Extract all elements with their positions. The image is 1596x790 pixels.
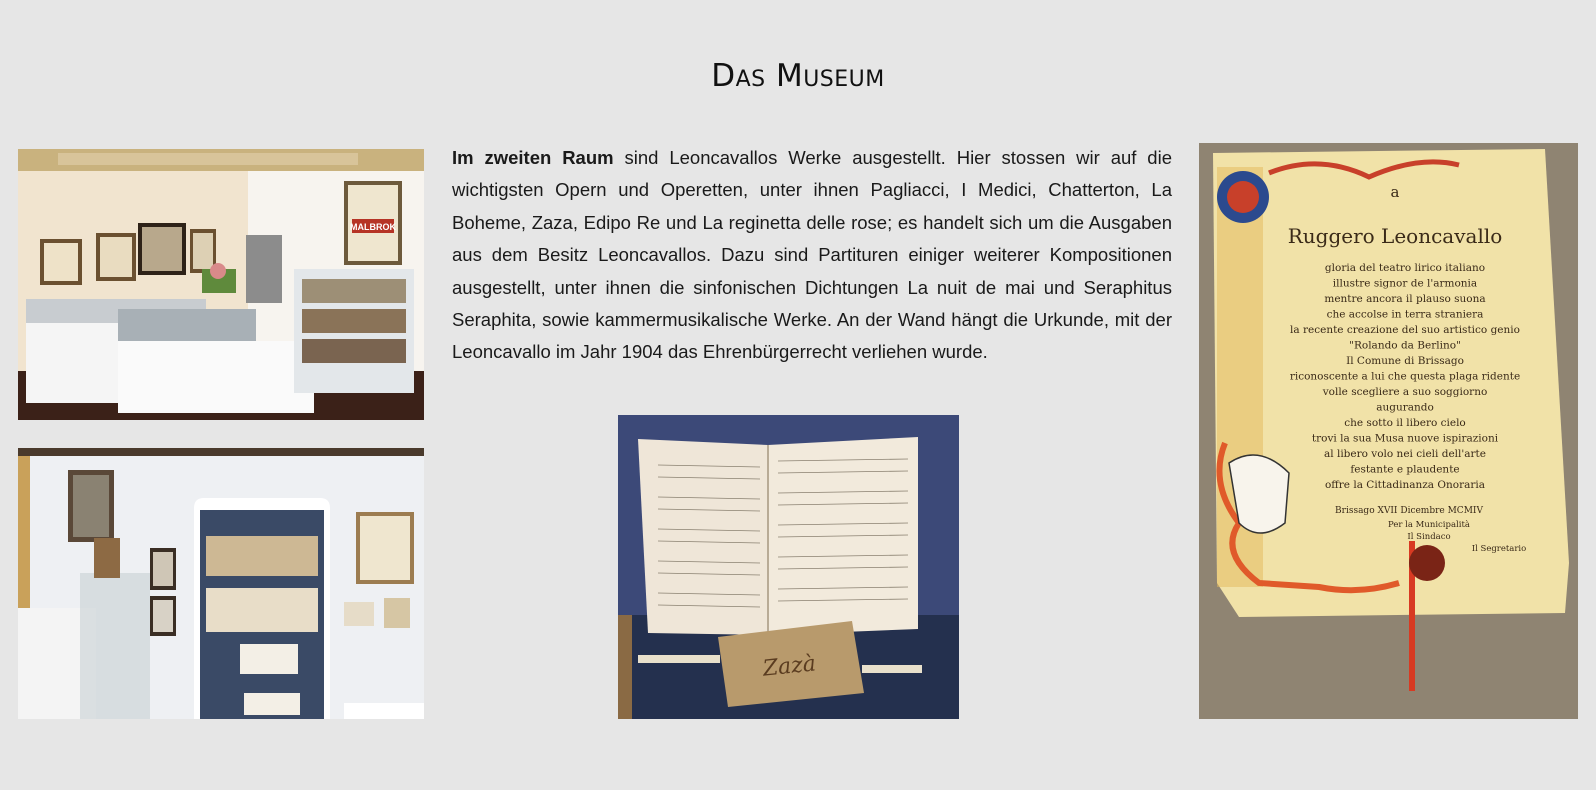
certificate-signature-3: Il Segretario xyxy=(1471,544,1527,554)
certificate-line: al libero volo nei cieli dell'arte xyxy=(1324,448,1486,460)
description-paragraph xyxy=(452,142,1172,369)
score-cover-text: Zazà xyxy=(761,651,818,682)
certificate-name: Ruggero Leoncavallo xyxy=(1287,224,1503,248)
certificate-signature-2: Il Sindaco xyxy=(1407,532,1451,542)
poster-text: MALBROK xyxy=(350,222,396,232)
certificate-line: offre la Cittadinanza Onoraria xyxy=(1324,479,1486,491)
certificate-line: Il Comune di Brissago xyxy=(1346,355,1464,367)
certificate-line: augurando xyxy=(1376,401,1434,414)
certificate-line: riconoscente a lui che questa plaga ridente xyxy=(1289,370,1521,383)
paragraph-lead: Im zweiten Raum xyxy=(452,147,614,168)
certificate-line: che accolse in terra straniera xyxy=(1326,308,1484,321)
paragraph-body: sind Leoncavallos Werke ausgestellt. Hier stossen wir auf die wichtigsten Opern und Operetten, unter ihnen Pagliacci, I Medici, Chatterton, La Boheme, Zaza, Edipo Re und La reginetta delle rose; es handelt sich um die Ausgaben aus dem Besitz Leoncavallos. Dazu sind Partituren einiger weiterer Kompositionen ausgestellt, unter ihnen die sinfonischen Dichtungen La nuit de mai und Seraphitus Seraphita, sowie kammermusikalische Werke. An der Wand hängt die Urkunde, mit der Leoncavallo im Jahr 1904 das Ehrenbürgerrecht verliehen wurde. xyxy=(452,147,1172,363)
certificate-line: "Rolando da Berlino" xyxy=(1349,339,1461,352)
niche-display-photo xyxy=(18,448,424,719)
certificate-signature-1: Per la Municipalità xyxy=(1388,520,1470,530)
certificate-line: la recente creazione del suo artistico genio xyxy=(1290,324,1520,336)
certificate-line: gloria del teatro lirico italiano xyxy=(1324,262,1486,274)
certificate-line: illustre signor de l'armonia xyxy=(1332,277,1478,290)
certificate-line: volle scegliere a suo soggiorno xyxy=(1322,386,1488,398)
certificate-line: trovi la sua Musa nuove ispirazioni xyxy=(1311,432,1499,445)
certificate-date: Brissago XVII Dicembre MCMIV xyxy=(1335,506,1483,516)
certificate-line: che sotto il libero cielo xyxy=(1344,417,1466,429)
certificate-photo xyxy=(1199,143,1578,719)
certificate-line: festante e plaudente xyxy=(1350,463,1460,476)
museum-room-photo xyxy=(18,149,424,420)
certificate-line: mentre ancora il plauso suona xyxy=(1324,293,1486,305)
page-title: Das Museum xyxy=(711,58,885,94)
score-book-photo xyxy=(618,415,959,719)
certificate-dedication: a xyxy=(1390,183,1400,201)
